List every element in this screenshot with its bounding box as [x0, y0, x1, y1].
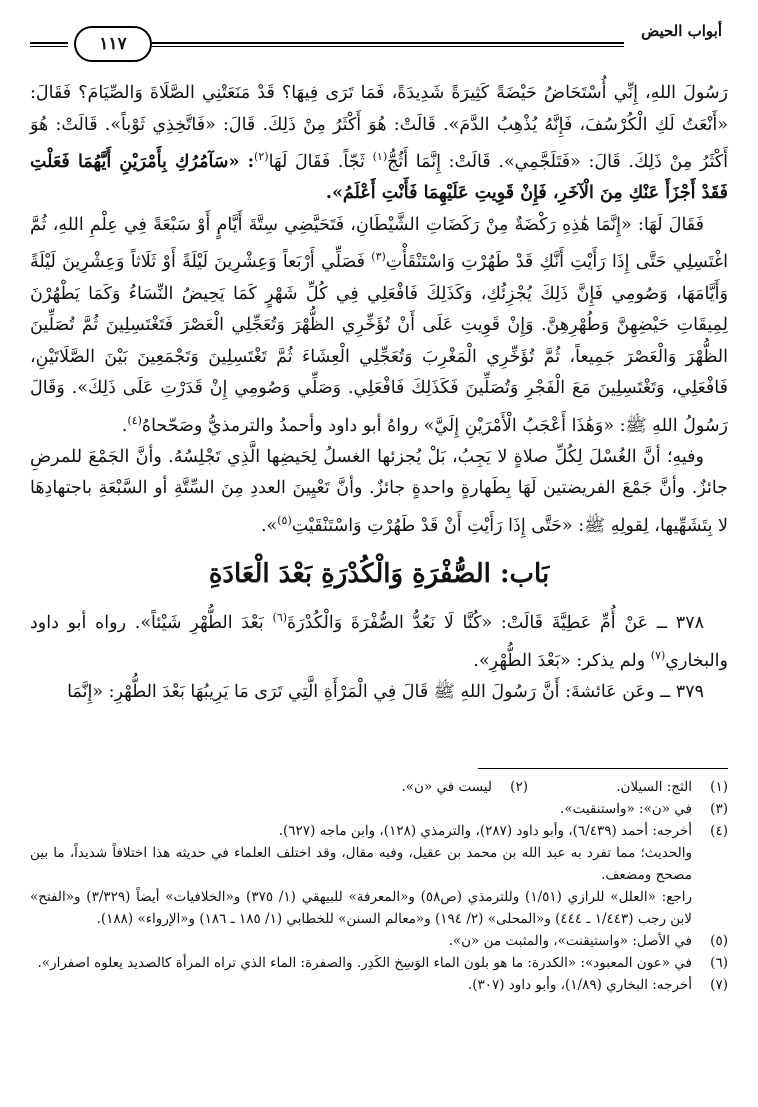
footnote-marker: (٥) — [277, 513, 292, 527]
hadith-379: ٣٧٩ ــ وعَن عَائشةَ: أَنَّ رَسُولَ اللهِ ﷺ قَالَ فِي الْمَرْأَةِ الَّتِي تَرَى مَا يَرِيبُهَا بَعْدَ الطُّهْرِ: «إِنَّمَا — [67, 681, 704, 702]
footnote-4-refs: راجع: «العلل» للرازي (١/٥١) وللترمذي (ص٥٨) و«المعرفة» للبيهقي (١/ ٣٧٥) و«الخلافيات» أيضاً (٣/٣٢٩) و«الفتح» لابن رجب (١/٤٤٣ ـ ٤٤٤) و«المحلى» (٢/ ١٩٤) و«معالم السنن» للخطابي (١/ ١٨٥ ـ ١٨٦) و«الإرواء» (١٨٨). — [30, 889, 693, 927]
footnote-marker: (٣) — [371, 250, 386, 264]
main-text — [30, 78, 728, 708]
footnote-4: (٤) أخرجه: أحمد (٦/٤٣٩)، وأبو داود (٢٨٧)، والترمذي (١٢٨)، وابن ماجه (٦٢٧). — [278, 823, 728, 839]
page-header — [30, 14, 728, 62]
footnote-separator — [478, 768, 728, 769]
footnote-7: (٧) أخرجه: البخاري (١/٨٩)، وأبو داود (٣٠٧). — [467, 977, 728, 993]
footnote-marker: (١) — [372, 150, 388, 163]
footnotes — [30, 776, 728, 996]
footnote-5: (٥) في الأصل: «واستيقنت»، والمثبت من «ن». — [448, 933, 728, 949]
footnote-row: (١) الثج: السيلان. (٢) ليست في «ن». — [401, 779, 728, 795]
page-number: ١١٧ — [74, 26, 152, 62]
running-title: أبواب الحيض — [641, 22, 722, 40]
footnote-marker: (٤) — [127, 413, 142, 427]
footnote-marker: (٢) — [254, 150, 269, 163]
paragraph-hadith-answer: فَقَالَ لَهَا: «إِنَّمَا هَٰذِهِ رَكْضَةٌ مِنْ رَكَضَاتِ الشَّيْطَانِ، فَتَحَيَّضِي سِتَّةَ أَيَّامٍ أَوْ سَبْعَةً فِي عِلْمِ اللهِ، ثُمَّ اغْتَسِلِي حَتَّى إِذَا رَأَيْتِ أَنَّكِ قَدْ طَهُرْتِ وَاسْتَنْقَأْتِ$^{(٣)}$ فَصَلِّي أَرْبَعاً وَعِشْرِينَ لَيْلَةً أَوْ ثَلَاثاً وَعِشْرِينَ لَيْلَةً وَأَيَّامَهَا، وَصُومِي فَإِنَّ ذَلِكَ يُجْزِئُكِ، وَكَذَلِكَ فَافْعَلِي فِي كُلِّ شَهْرٍ كَمَا يَحِيضُ النِّسَاءُ وَكَمَا يَطْهُرْنَ لِمِيقَاتِ حَيْضِهِنَّ وَطُهْرِهِنَّ. وَإِنْ قَوِيتِ عَلَى أَنْ تُؤَخِّرِي الظُّهْرَ وَتُعَجِّلِي الْعَصْرَ فَتَغْتَسِلِينَ ثُمَّ تُصَلِّينَ الظُّهْرَ وَالْعَصْرَ جَمِيعاً، ثُمَّ تُؤَخِّرِي الْمَغْرِبَ وَتُعَجِّلِي الْعِشَاءَ ثُمَّ تَغْتَسِلِينَ وَتَجْمَعِينَ بَيْنَ الصَّلَاتَيْنِ، فَافْعَلِي، وَتَغْتَسِلِينَ مَعَ الْفَجْرِ وَتُصَلِّينَ فَكَذَلِكَ فَافْعَلِي. وَصَلِّي وَصُومِي إِنْ قَدَرْتِ عَلَى ذَلِكَ». وَقَالَ رَسُولُ اللهِ ﷺ: «وَهَٰذَا أَعْجَبُ الْأَمْرَيْنِ إِلَيَّ» رواهُ أبو داود وأحمدُ والترمذيُّ وصَحّحاهُ$^{(٤)}$. — [30, 214, 728, 436]
header-rule — [152, 42, 624, 47]
hadith-378: ٣٧٨ ــ عَنْ أُمِّ عَطِيَّةَ قَالَتْ: «كُنَّا لَا نَعُدُّ الصُّفْرَةَ وَالْكُدْرَةَ$^{(٦)}$ بَعْدَ الطُّهْرِ شَيْئاً». رواه أبو داود والبخاري$^{(٧)}$ ولم يذكر: «بَعْدَ الطُّهْرِ». — [30, 611, 728, 671]
paragraph-hadith-question: رَسُولَ اللهِ، إِنِّي أُسْتَحَاضُ حَيْضَةً كَثِيرَةً شَدِيدَةً، فَمَا تَرَى فِيهَا؟ قَدْ مَنَعَتْنِي الصَّلَاةَ وَالصِّيَامَ؟ فَقَالَ: «أَنْعَتُ لَكِ الْكُرْسُفَ، فَإِنَّهُ يُذْهِبُ الدَّمَ». قَالَتْ: هُوَ أَكْثَرُ مِنْ ذَلِكَ. قَالَ: «فَاتَّخِذِي ثَوْباً». قَالَتْ: هُوَ أَكْثَرُ مِنْ ذَلِكَ. قَالَ: «فَتَلَجَّمِي». قَالَتْ: إِنَّمَا أَثُجُّ$^{(١)}$ ثَجّاً. فَقَالَ لَهَا$^{(٢)}$: «سَآمُرُكِ بِأَمْرَيْنِ أَيَّهُمَا فَعَلْتِ فَقَدْ أَجْزَأَ عَنْكِ مِنَ الْآخَرِ، فَإِنْ قَوِيتِ عَلَيْهِمَا فَأَنْتِ أَعْلَمُ». — [30, 83, 728, 204]
chapter-heading: بَاب: الصُّفْرَةِ وَالْكُدْرَةِ بَعْدَ الْعَادَةِ — [208, 559, 550, 590]
header-rule-left — [30, 42, 68, 47]
footnote-marker: (٧) — [650, 648, 666, 662]
paragraph-commentary: وفيهِ؛ أنَّ الغُسْلَ لِكُلِّ صلاةٍ لا يَجِبُ، بَلْ يُجزئها الغسلُ لِحَيضِها الَّذِي تَجْلِسُهُ. وأنَّ الجَمْعَ للمرضِ جائزٌ. وأنَّ جَمْعَ الفريضتين لَهَا بِطَهارةٍ واحدةٍ جائزٌ. وأنَّ تَعْيِينَ العددِ مِنَ السِّتَّةِ أو السَّبْعَةِ باجتهادِهَا لا بِتَشَهِّيها، لِقولِهِ ﷺ: «حَتَّى إِذَا رَأَيْتِ أَنْ قَدْ طَهُرْتِ وَاسْتَنْقَيْتِ$^{(٥)}$». — [30, 446, 728, 536]
footnote-6: (٦) في «عون المعبود»: «الكدرة: ما هو بلون الماء الوَسِخ الكَدِر. والصفرة: الماء الذي تراه المرأة كالصديد يعلوه اصفرار». — [37, 955, 728, 971]
footnote-4-cont: والحديث؛ مما تفرد به عبد الله بن محمد بن عقيل، وفيه مقال، وقد اختلف العلماء في حديثه هذا اختلافاً شديداً، ما بين مصحح ومضعف. — [30, 845, 692, 883]
footnote-3: (٣) في «ن»: «واستنقيت». — [560, 801, 728, 817]
footnote-marker: (٦) — [272, 611, 288, 625]
